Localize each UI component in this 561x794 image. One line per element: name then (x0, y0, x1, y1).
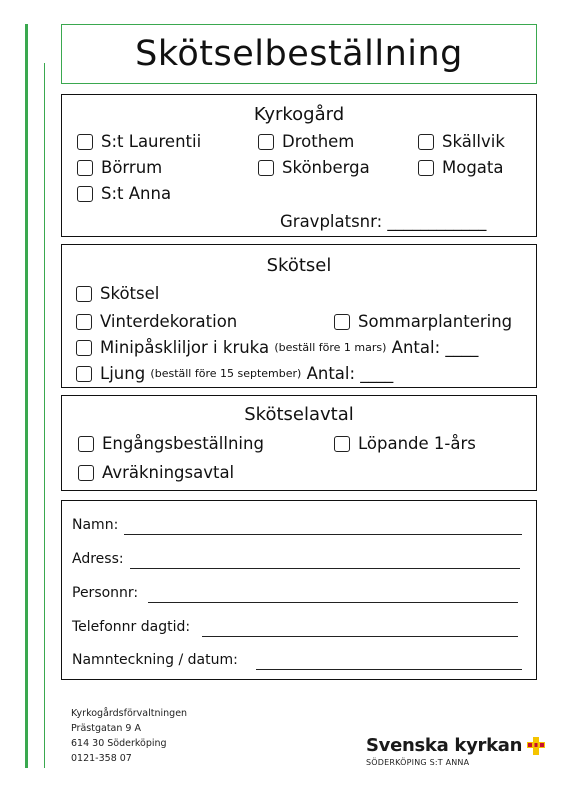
namn-field[interactable] (124, 534, 522, 535)
avtal-heading: Skötselavtal (244, 404, 354, 425)
option-engangsbestallning[interactable]: Engångsbeställning (78, 434, 264, 453)
mini-antal-field[interactable]: Antal: ____ (391, 338, 479, 357)
option-st-laurentii[interactable]: S:t Laurentii (77, 132, 201, 151)
checkbox[interactable] (418, 160, 434, 176)
option-ljung[interactable]: Ljung (beställ före 15 september) Antal: ____ (76, 364, 393, 383)
avtal-section (61, 395, 537, 491)
option-vinterdekoration[interactable]: Vinterdekoration (76, 312, 237, 331)
svenska-kyrkan-logo (366, 735, 546, 767)
option-avrakningsavtal[interactable]: Avräkningsavtal (78, 463, 234, 482)
logo-name: Svenska kyrkan (366, 735, 523, 756)
checkbox[interactable] (78, 465, 94, 481)
adress-field[interactable] (130, 568, 520, 569)
checkbox[interactable] (76, 340, 92, 356)
option-skallvik[interactable]: Skällvik (418, 132, 505, 151)
option-st-anna[interactable]: S:t Anna (77, 184, 171, 203)
telefon-label: Telefonnr dagtid: (72, 619, 191, 635)
title-box (61, 24, 537, 84)
adress-label: Adress: (72, 551, 124, 567)
logo-sub: SÖDERKÖPING S:T ANNA (366, 758, 470, 767)
namn-label: Namn: (72, 517, 119, 533)
personnr-label: Personnr: (72, 585, 139, 601)
option-sommarplantering[interactable]: Sommarplantering (334, 312, 512, 331)
ljung-note: (beställ före 15 september) (150, 367, 302, 380)
personnr-field[interactable] (148, 602, 518, 603)
checkbox[interactable] (77, 160, 93, 176)
contact-section (61, 500, 537, 680)
cross-icon (526, 736, 546, 756)
option-borrum[interactable]: Börrum (77, 158, 162, 177)
telefon-field[interactable] (202, 636, 518, 637)
checkbox[interactable] (76, 286, 92, 302)
checkbox[interactable] (76, 314, 92, 330)
option-drothem[interactable]: Drothem (258, 132, 354, 151)
footer-street: Prästgatan 9 A (71, 723, 141, 734)
option-mogata[interactable]: Mogata (418, 158, 504, 177)
kyrkogard-section (61, 94, 537, 237)
mini-note: (beställ före 1 mars) (274, 341, 387, 354)
checkbox[interactable] (76, 366, 92, 382)
footer-phone: 0121-358 07 (71, 753, 132, 764)
kyrkogard-heading: Kyrkogård (253, 104, 345, 125)
option-lopande[interactable]: Löpande 1-års (334, 434, 476, 453)
footer-address (71, 706, 187, 766)
gravplats-field[interactable]: Gravplatsnr: ____________ (280, 212, 487, 231)
skotsel-section (61, 244, 537, 388)
green-stripe-thin (44, 63, 45, 768)
checkbox[interactable] (334, 314, 350, 330)
option-skonberga[interactable]: Skönberga (258, 158, 370, 177)
namnteckning-field[interactable] (256, 669, 522, 670)
page-title: Skötselbeställning (135, 34, 463, 74)
checkbox[interactable] (334, 436, 350, 452)
checkbox[interactable] (78, 436, 94, 452)
checkbox[interactable] (77, 186, 93, 202)
ljung-antal-field[interactable]: Antal: ____ (306, 364, 394, 383)
green-stripe-thick (25, 24, 28, 768)
option-skotsel[interactable]: Skötsel (76, 284, 159, 303)
skotsel-heading: Skötsel (266, 255, 332, 276)
footer-org: Kyrkogårdsförvaltningen (71, 708, 188, 719)
checkbox[interactable] (77, 134, 93, 150)
checkbox[interactable] (258, 160, 274, 176)
checkbox[interactable] (418, 134, 434, 150)
footer-city: 614 30 Söderköping (71, 738, 167, 749)
namnteckning-label: Namnteckning / datum: (72, 652, 238, 668)
option-minipaskliljor[interactable]: Minipåskliljor i kruka (beställ före 1 mars) Antal: ____ (76, 338, 478, 357)
checkbox[interactable] (258, 134, 274, 150)
